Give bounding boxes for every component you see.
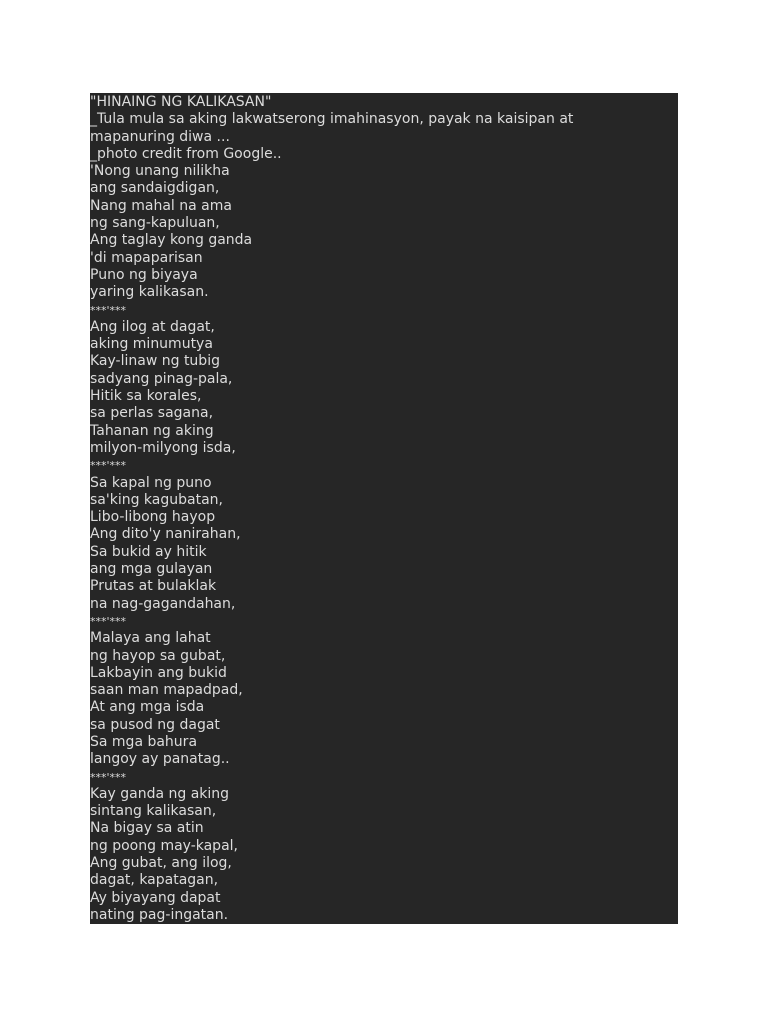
poem-line: sa'king kagubatan, [90,491,223,508]
poem-line: sa pusod ng dagat [90,716,220,733]
stanza-separator: ***'*** [90,614,127,628]
poem-line: Ay biyayang dapat [90,889,221,906]
poem-line: ng hayop sa gubat, [90,647,226,664]
poem-line: aking minumutya [90,336,213,353]
poem-line: Ang gubat, ang ilog, [90,855,232,872]
poem-line: Ang taglay kong ganda [90,232,253,249]
poem-line: sa perlas sagana, [90,405,214,422]
poem-line: Lakbayin ang bukid [90,664,227,681]
poem-line: mapanuring diwa ... [90,128,230,145]
poem-line: yaring kalikasan. [90,284,209,301]
poem-line: Sa mga bahura [90,733,198,750]
stanza-separator: ***'*** [90,303,127,317]
poem-panel [90,93,678,924]
poem-line: sadyang pinag-pala, [90,370,233,387]
poem-line: nating pag-ingatan. [90,906,229,923]
poem-line: milyon-milyong isda, [90,439,236,456]
poem-line: Kay-linaw ng tubig [90,353,220,370]
poem-line: 'Nong unang nilikha [90,163,230,180]
poem-line: 'di mapaparisan [90,249,203,266]
poem-line: _photo credit from Google.. [90,145,282,162]
poem-line: dagat, kapatagan, [90,872,219,889]
poem-line: Malaya ang lahat [90,630,211,647]
poem-line: Na bigay sa atin [90,820,204,837]
poem-line: Kay ganda ng aking [90,785,230,802]
stanza-separator: ***'*** [90,770,127,784]
poem-line: At ang mga isda [90,699,205,716]
poem-line: Tahanan ng aking [90,422,214,439]
poem-line: Puno ng biyaya [90,266,198,283]
stanza-separator: ***'*** [90,459,127,473]
poem-line: sintang kalikasan, [90,803,217,820]
poem-line: Libo-libong hayop [90,509,216,526]
poem-line: ng sang-kapuluan, [90,215,220,232]
poem-line: Nang mahal na ama [90,197,232,214]
poem-line: Sa kapal ng puno [90,474,212,491]
poem-line: Ang ilog at dagat, [90,318,215,335]
poem-title: "HINAING NG KALIKASAN" [90,94,272,110]
poem-line: Prutas at bulaklak [90,578,217,595]
poem-line: _Tula mula sa aking lakwatserong imahinasyon, payak na kaisipan at [90,111,574,128]
poem-line: ang mga gulayan [90,561,213,578]
poem-line: langoy ay panatag.. [90,751,230,768]
poem-line: na nag-gagandahan, [90,595,236,612]
poem-line: ang sandaigdigan, [90,180,220,197]
poem-line: Hitik sa korales, [90,388,202,405]
poem-line: Ang dito'y nanirahan, [90,526,241,543]
poem-line: saan man mapadpad, [90,682,243,699]
poem-line: ng poong may-kapal, [90,837,238,854]
poem-line: Sa bukid ay hitik [90,543,207,560]
